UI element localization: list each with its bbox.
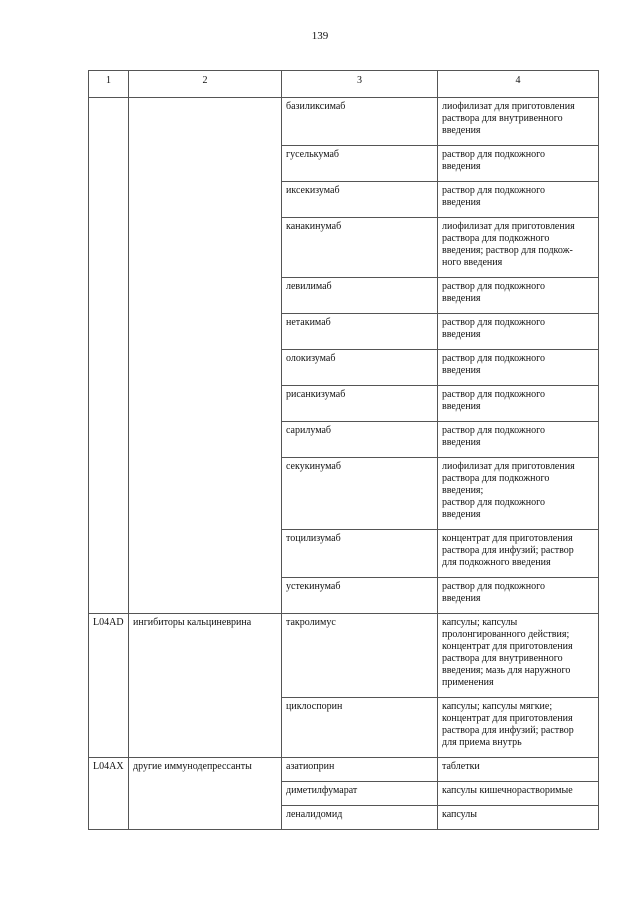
atc-code-cell: L04AD [89,614,129,758]
group-name-cell: другие иммунодепрессанты [129,758,282,830]
drug-name-cell: олокизумаб [282,350,438,386]
dosage-form-cell: таблетки [438,758,599,782]
drug-name-cell: такролимус [282,614,438,698]
dosage-form-cell: капсулы; капсулы пролонгированного действия; концентрат для приготовления раствора для внутривенного введения; мазь для наружного применения [438,614,599,698]
dosage-form-cell: раствор для подкожного введения [438,278,599,314]
drug-name-cell: базиликсимаб [282,98,438,146]
dosage-form-cell: капсулы кишечнорастворимые [438,782,599,806]
drug-name-cell: рисанкизумаб [282,386,438,422]
drug-name-cell: диметилфумарат [282,782,438,806]
column-header-4: 4 [438,71,599,98]
drug-table [88,70,599,830]
dosage-form-cell: раствор для подкожного введения [438,422,599,458]
atc-code-cell [89,98,129,614]
dosage-form-cell: концентрат для приготовления раствора для инфузий; раствор для подкожного введения [438,530,599,578]
page-number: 139 [311,30,329,42]
table-row [89,614,599,698]
drug-name-cell: иксекизумаб [282,182,438,218]
drug-name-cell: гуселькумаб [282,146,438,182]
table-header-row [89,71,599,98]
drug-name-cell: сарилумаб [282,422,438,458]
atc-code-cell: L04AX [89,758,129,830]
dosage-form-cell: раствор для подкожного введения [438,146,599,182]
drug-name-cell: устекинумаб [282,578,438,614]
dosage-form-cell: раствор для подкожного введения [438,314,599,350]
dosage-form-cell: раствор для подкожного введения [438,578,599,614]
group-name-cell: ингибиторы кальциневрина [129,614,282,758]
drug-name-cell: тоцилизумаб [282,530,438,578]
column-header-1: 1 [89,71,129,98]
drug-name-cell: левилимаб [282,278,438,314]
group-name-cell [129,98,282,614]
dosage-form-cell: раствор для подкожного введения [438,386,599,422]
dosage-form-cell: лиофилизат для приготовления раствора для внутривенного введения [438,98,599,146]
dosage-form-cell: капсулы [438,806,599,830]
drug-name-cell: леналидомид [282,806,438,830]
column-header-3: 3 [282,71,438,98]
drug-name-cell: секукинумаб [282,458,438,530]
drug-name-cell: канакинумаб [282,218,438,278]
table-row [89,758,599,782]
drug-name-cell: циклоспорин [282,698,438,758]
dosage-form-cell: капсулы; капсулы мягкие; концентрат для приготовления раствора для инфузий; раствор для приема внутрь [438,698,599,758]
column-header-2: 2 [129,71,282,98]
table-row [89,98,599,146]
drug-name-cell: нетакимаб [282,314,438,350]
dosage-form-cell: раствор для подкожного введения [438,350,599,386]
dosage-form-cell: лиофилизат для приготовления раствора для подкожного введения; раствор для подкож- ного введения [438,218,599,278]
dosage-form-cell: лиофилизат для приготовления раствора для подкожного введения; раствор для подкожного введения [438,458,599,530]
drug-name-cell: азатиоприн [282,758,438,782]
dosage-form-cell: раствор для подкожного введения [438,182,599,218]
